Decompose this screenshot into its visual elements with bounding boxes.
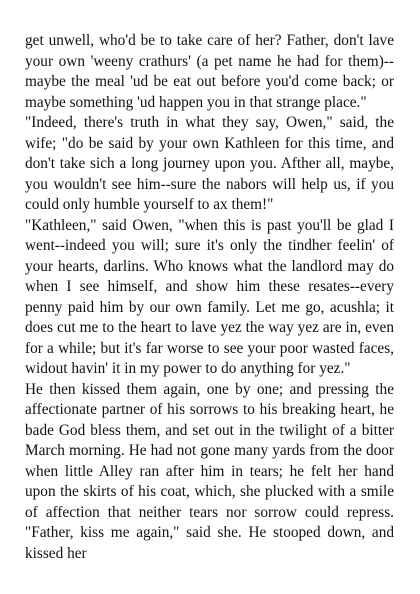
paragraph-4: He then kissed them again, one by one; and pressing the affectionate partner of his sorrows to his breaking heart, he bade God bless them, and set out in the twilight of a bitter March morning. He had not gone many yards from the door when little Alley ran after him in tears; he felt her hand upon the skirts of his coat, which, she plucked with a smile of affection that neither tears nor sorrow could repress. "Father, kiss me again," said she. He stooped down, and kissed her <box>25 380 394 562</box>
paragraph-2: "Indeed, there's truth in what they say, Owen," said, the wife; "do be said by your own Kathleen for this time, and don't take sich a long journey upon you. Afther all, maybe, you wouldn't see him--sure the nabors will help us, if you could only humble yourself to ax them!" <box>25 114 394 213</box>
body-text <box>25 31 394 564</box>
paragraph-1: get unwell, who'd be to take care of her? Father, don't lave your own 'weeny crathurs' (a pet name he had for them)--maybe the meal 'ud be eat out before you'd come back; or maybe something 'ud happen you in that strange place." <box>25 32 394 111</box>
paragraph-3: "Kathleen," said Owen, "when this is past you'll be glad I went--indeed you will; sure it's only the tindher feelin' of your hearts, darlins. Who knows what the landlord may do when I see himself, and show him these resates--every penny paid him by our own family. Let me go, acushla; it does cut me to the heart to lave yez the way yez are in, even for a while; but it's far worse to see your poor wasted faces, widout havin' it in my power to do anything for yez." <box>25 216 394 377</box>
